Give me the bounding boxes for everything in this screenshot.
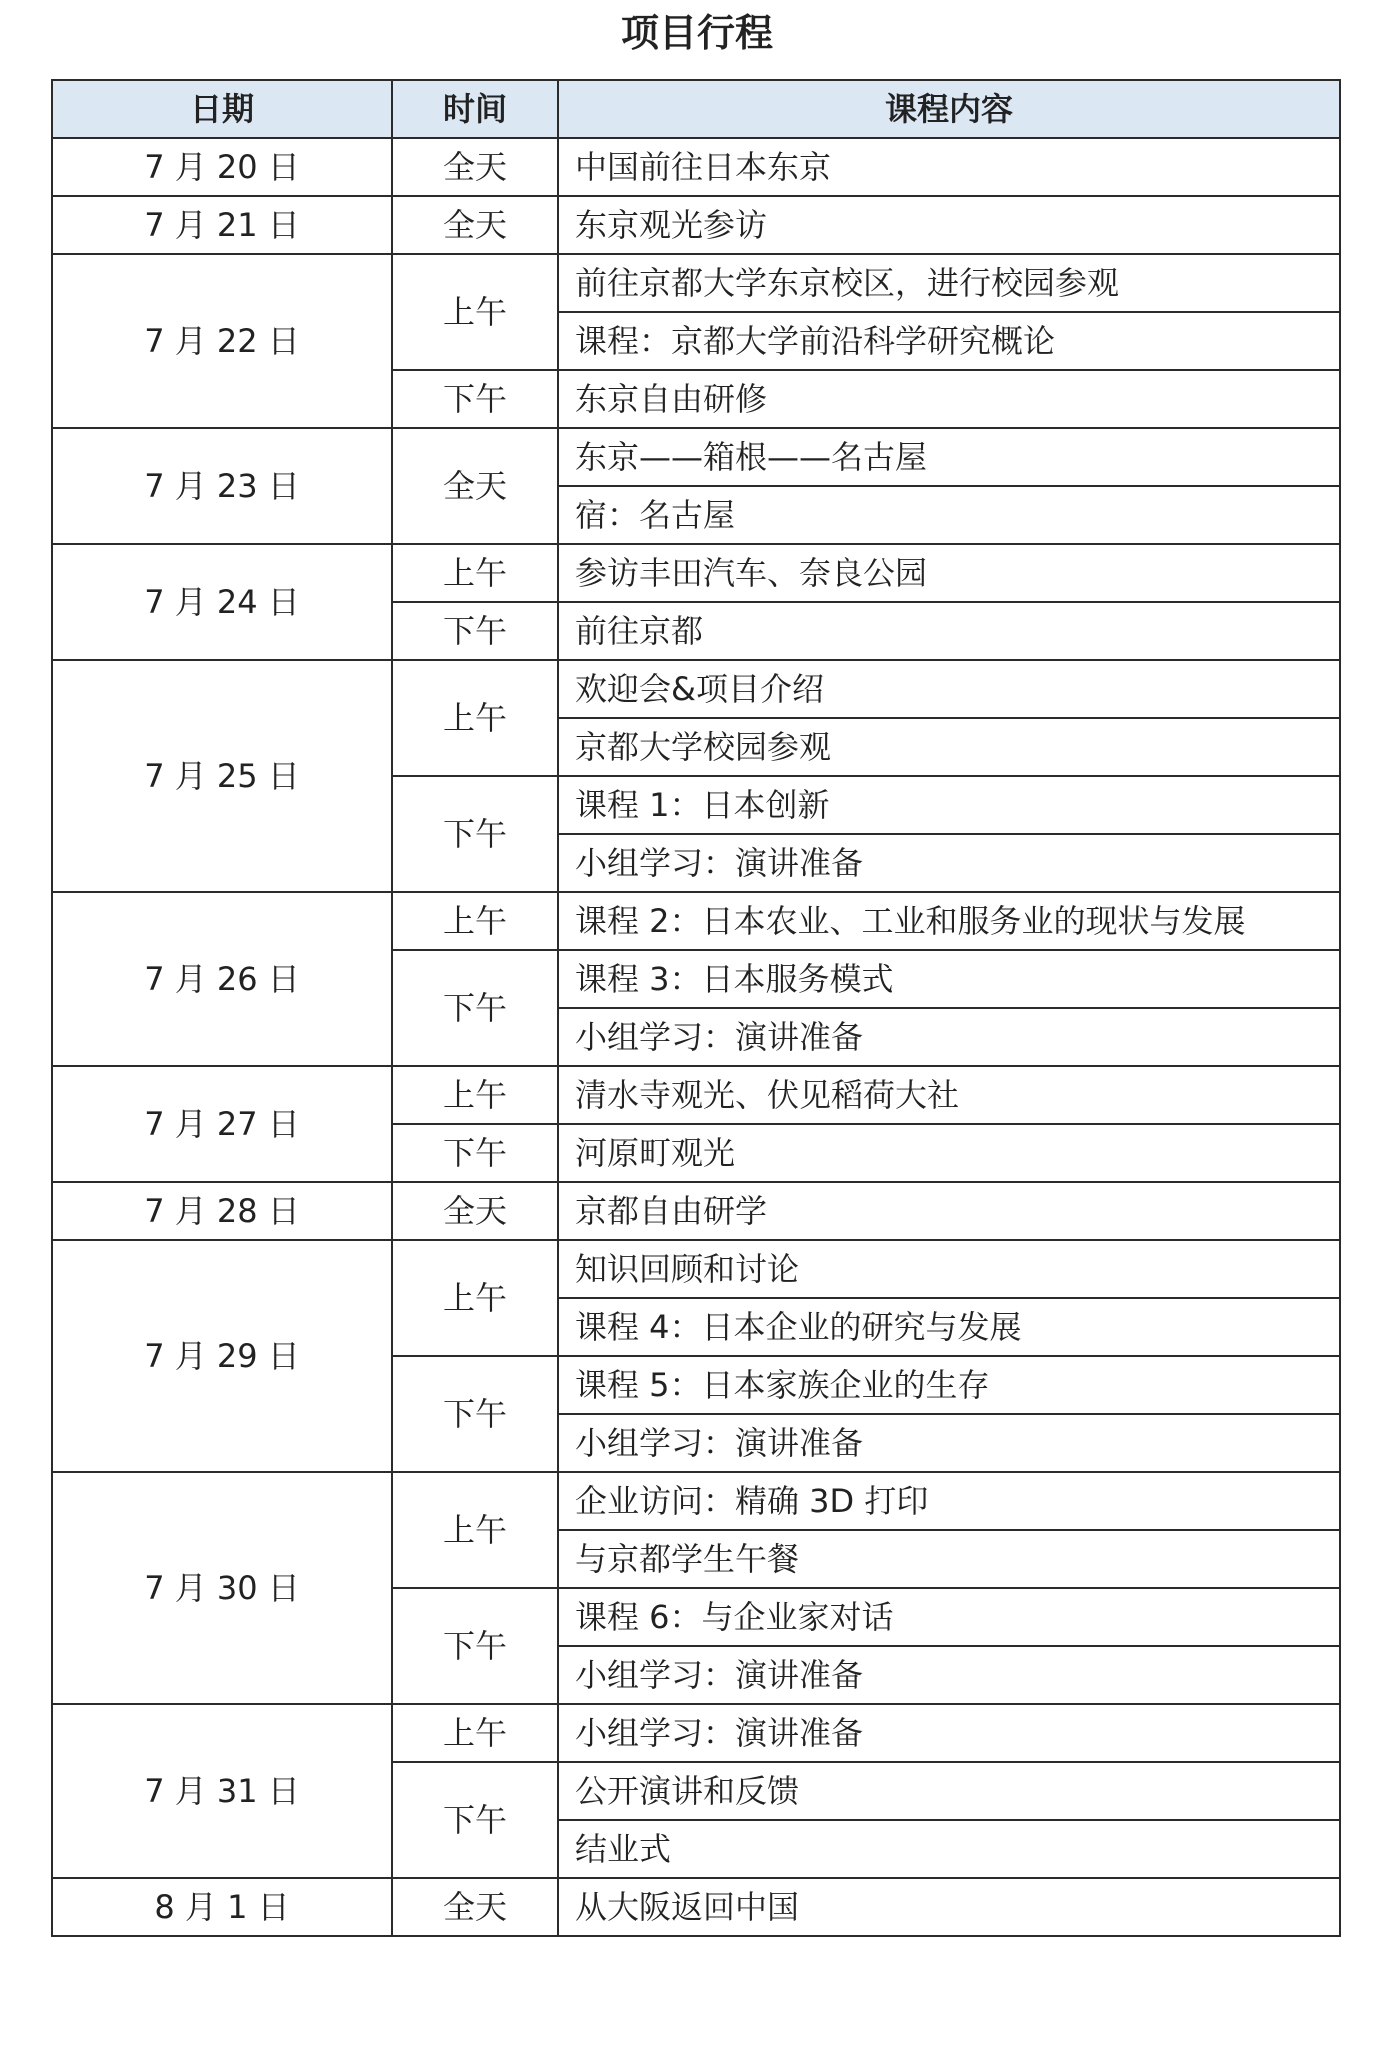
content-cell: 京都大学校园参观 <box>558 718 1340 776</box>
time-cell: 下午 <box>392 1588 558 1704</box>
table-row <box>52 1066 1340 1124</box>
date-cell: 7 月 30 日 <box>52 1472 392 1704</box>
time-cell: 全天 <box>392 1182 558 1240</box>
content-cell: 课程 1：日本创新 <box>558 776 1340 834</box>
content-cell: 从大阪返回中国 <box>558 1878 1340 1936</box>
content-cell: 京都自由研学 <box>558 1182 1340 1240</box>
time-cell: 下午 <box>392 370 558 428</box>
date-cell: 7 月 28 日 <box>52 1182 392 1240</box>
time-cell: 下午 <box>392 1356 558 1472</box>
content-cell: 课程 5：日本家族企业的生存 <box>558 1356 1340 1414</box>
date-cell: 7 月 25 日 <box>52 660 392 892</box>
table-row <box>52 196 1340 254</box>
time-cell: 上午 <box>392 1704 558 1762</box>
page-title: 项目行程 <box>620 11 773 55</box>
itinerary-table <box>51 79 1341 1937</box>
content-cell: 中国前往日本东京 <box>558 138 1340 196</box>
time-cell: 下午 <box>392 950 558 1066</box>
table-row <box>52 254 1340 312</box>
table-row <box>52 892 1340 950</box>
content-cell: 东京自由研修 <box>558 370 1340 428</box>
content-cell: 课程 2：日本农业、工业和服务业的现状与发展 <box>558 892 1340 950</box>
time-cell: 上午 <box>392 892 558 950</box>
content-cell: 参访丰田汽车、奈良公园 <box>558 544 1340 602</box>
date-cell: 7 月 29 日 <box>52 1240 392 1472</box>
date-cell: 7 月 27 日 <box>52 1066 392 1182</box>
content-cell: 前往京都大学东京校区，进行校园参观 <box>558 254 1340 312</box>
time-cell: 上午 <box>392 254 558 370</box>
time-cell: 上午 <box>392 660 558 776</box>
date-cell: 7 月 21 日 <box>52 196 392 254</box>
time-cell: 下午 <box>392 1124 558 1182</box>
content-cell: 课程 3：日本服务模式 <box>558 950 1340 1008</box>
table-row <box>52 1240 1340 1298</box>
content-cell: 河原町观光 <box>558 1124 1340 1182</box>
content-cell: 企业访问：精确 3D 打印 <box>558 1472 1340 1530</box>
time-cell: 全天 <box>392 196 558 254</box>
time-cell: 上午 <box>392 1240 558 1356</box>
time-cell: 下午 <box>392 1762 558 1878</box>
date-cell: 7 月 31 日 <box>52 1704 392 1878</box>
time-cell: 全天 <box>392 428 558 544</box>
time-cell: 下午 <box>392 602 558 660</box>
content-column-header: 课程内容 <box>558 80 1340 138</box>
content-cell: 课程 4：日本企业的研究与发展 <box>558 1298 1340 1356</box>
content-cell: 小组学习：演讲准备 <box>558 1646 1340 1704</box>
content-cell: 小组学习：演讲准备 <box>558 834 1340 892</box>
time-column-header: 时间 <box>392 80 558 138</box>
header-row <box>52 80 1340 138</box>
content-cell: 小组学习：演讲准备 <box>558 1704 1340 1762</box>
content-cell: 课程 6：与企业家对话 <box>558 1588 1340 1646</box>
date-cell: 7 月 20 日 <box>52 138 392 196</box>
content-cell: 宿：名古屋 <box>558 486 1340 544</box>
table-row <box>52 1878 1340 1936</box>
table-row <box>52 544 1340 602</box>
time-cell: 全天 <box>392 1878 558 1936</box>
table-row <box>52 660 1340 718</box>
time-cell: 上午 <box>392 544 558 602</box>
time-cell: 下午 <box>392 776 558 892</box>
table-row <box>52 138 1340 196</box>
content-cell: 前往京都 <box>558 602 1340 660</box>
content-cell: 知识回顾和讨论 <box>558 1240 1340 1298</box>
date-column-header: 日期 <box>52 80 392 138</box>
time-cell: 上午 <box>392 1066 558 1124</box>
content-cell: 东京——箱根——名古屋 <box>558 428 1340 486</box>
table-row <box>52 1472 1340 1530</box>
date-cell: 7 月 26 日 <box>52 892 392 1066</box>
time-cell: 上午 <box>392 1472 558 1588</box>
table-row <box>52 1704 1340 1762</box>
date-cell: 7 月 23 日 <box>52 428 392 544</box>
date-cell: 8 月 1 日 <box>52 1878 392 1936</box>
content-cell: 小组学习：演讲准备 <box>558 1008 1340 1066</box>
date-cell: 7 月 24 日 <box>52 544 392 660</box>
content-cell: 东京观光参访 <box>558 196 1340 254</box>
table-row <box>52 1182 1340 1240</box>
content-cell: 欢迎会&项目介绍 <box>558 660 1340 718</box>
content-cell: 与京都学生午餐 <box>558 1530 1340 1588</box>
content-cell: 结业式 <box>558 1820 1340 1878</box>
table-row <box>52 428 1340 486</box>
content-cell: 清水寺观光、伏见稻荷大社 <box>558 1066 1340 1124</box>
date-cell: 7 月 22 日 <box>52 254 392 428</box>
content-cell: 公开演讲和反馈 <box>558 1762 1340 1820</box>
time-cell: 全天 <box>392 138 558 196</box>
content-cell: 小组学习：演讲准备 <box>558 1414 1340 1472</box>
content-cell: 课程：京都大学前沿科学研究概论 <box>558 312 1340 370</box>
